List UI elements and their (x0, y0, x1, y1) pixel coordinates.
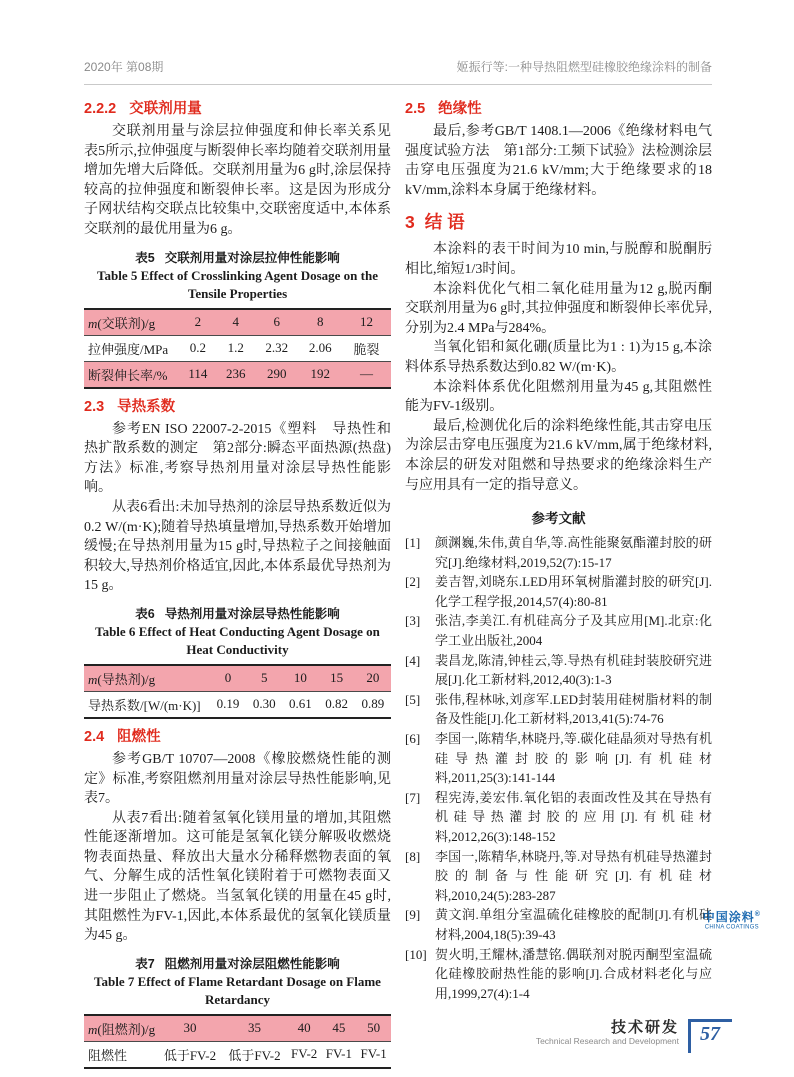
reference-text: 程宪涛,姜宏伟.氧化铝的表面改性及其在导热有机硅导热灌封胶的应用[J].有机硅材料,2012,26(3):148-152 (435, 789, 712, 844)
page-number-box (688, 1019, 732, 1053)
section-number: 2.3 (84, 398, 105, 415)
section-title: 交联剂用量 (129, 101, 202, 117)
reference-item (405, 905, 712, 944)
two-column-body (84, 96, 712, 1077)
reference-item (405, 690, 712, 729)
table7-caption-cn: 表7 阻燃剂用量对涂层阻燃性能影响 (135, 956, 340, 971)
reference-item (405, 651, 712, 690)
row-label: m(导热剂)/g (88, 671, 156, 687)
table-cell: 35 (248, 1020, 262, 1036)
row-label: 阻燃性 (88, 1047, 128, 1063)
left-column (84, 96, 391, 1077)
table-cell: 0.82 (325, 696, 348, 712)
table-cell: 2.32 (265, 340, 289, 356)
table-cell: 10 (293, 670, 307, 686)
paragraph: 从表6看出:未加导热剂的涂层导热系数近似为0.2 W/(m·K);随着导热填量增加,导热系数开始增加缓慢;在导热剂用量为15 g时,导热粒子之间接触面积较大,导热剂价格适宜,因此,本体系最优导热剂为15 g。 (84, 499, 391, 594)
table-cell: — (360, 366, 374, 382)
table-cell: 低于FV-2 (163, 1047, 217, 1063)
table-cell: 0.61 (289, 696, 312, 712)
table-cell: FV-1 (325, 1046, 352, 1062)
table-cell: 192 (310, 366, 331, 382)
footer-section-labels (536, 1019, 679, 1047)
section-title: 绝缘性 (438, 101, 482, 117)
paragraph: 当氧化铝和氮化硼(质量比为1 : 1)为15 g,本涂料体系导热系数达到0.82 W/(m·K)。 (405, 340, 712, 375)
table6-caption-en: Table 6 Effect of Heat Conducting Agent Dosage on Heat Conductivity (95, 623, 380, 657)
china-coatings-logo (700, 911, 764, 932)
paragraph: 最后,检测优化后的涂料绝缘性能,其击穿电压为涂层击穿电压强度为21.6 kV/mm,属于绝缘材料,本涂层的研发对阻燃和导热要求的绝缘涂料生产与应用具有一定的指导意义。 (405, 418, 712, 493)
reference-text: 姜吉智,刘晓东.LED用环氧树脂灌封胶的研究[J].化学工程学报,2014,57(4):80-81 (435, 574, 712, 609)
table-row (84, 309, 391, 336)
table6-number-en: Table 6 (95, 623, 136, 639)
table5-number-cn: 表5 (135, 250, 155, 265)
row-label: 断裂伸长率/% (88, 367, 168, 383)
row-label: 拉伸强度/MPa (88, 341, 169, 357)
paragraph: 本涂料体系优化阻燃剂用量为45 g,其阻燃性能为FV-1级别。 (405, 379, 712, 415)
table-cell: FV-1 (360, 1046, 387, 1062)
reference-text: 李国一,陈精华,林晓丹,等.对导热有机硅导热灌封胶的制备与性能研究[J].有机硅材料,2010,24(5):283-287 (435, 848, 712, 903)
table-cell: 290 (266, 366, 287, 382)
table7-number-cn: 表7 (135, 956, 155, 971)
table5-number-en: Table 5 (97, 267, 138, 283)
reference-item (405, 611, 712, 650)
table-row (84, 691, 391, 718)
references-heading: 参考文献 (531, 511, 586, 527)
section-title: 导热系数 (117, 398, 176, 415)
table-cell: 0.30 (252, 696, 276, 712)
logo-cn-text: 中国涂料® (702, 910, 761, 924)
section-title: 阻燃性 (117, 728, 161, 745)
section-number: 2.4 (84, 728, 105, 745)
paragraph: 参考GB/T 10707—2008《橡胶燃烧性能的测定》标准,考察阻燃剂用量对涂层导热性能影响,见表7。 (84, 751, 391, 807)
reference-number: [8] (405, 848, 421, 864)
table-cell: 脆裂 (353, 341, 380, 357)
reference-text: 李国一,陈精华,林晓丹,等.碳化硅晶须对导热有机硅导热灌封胶的影响[J].有机硅材料,2011,25(3):141-144 (435, 731, 712, 786)
page-footer (536, 1019, 732, 1053)
reference-item (405, 945, 712, 1004)
table-row (84, 335, 391, 361)
reference-text: 贺火明,王耀林,潘慧铭.偶联剂对脱丙酮型室温硫化硅橡胶耐热性能的影响[J].合成材料老化与应用,1999,27(4):1-4 (435, 946, 712, 1001)
table-cell: 15 (330, 670, 344, 686)
section-heading-2-4 (84, 727, 391, 747)
table-row (84, 1041, 391, 1068)
table-cell: 0.2 (189, 340, 207, 356)
reference-number: [10] (405, 946, 427, 962)
reference-text: 张洁,李美江.有机硅高分子及其应用[M].北京:化学工业出版社,2004 (435, 613, 712, 649)
table5-caption-cn: 表5 交联剂用量对涂层拉伸性能影响 (135, 250, 340, 265)
table-cell: 4 (232, 314, 240, 330)
table-cell: 45 (332, 1020, 346, 1036)
footer-section-en: Technical Research and Development (535, 1036, 679, 1046)
registered-mark-icon: ® (754, 911, 761, 918)
section-heading-2-2-2 (84, 99, 391, 119)
page-number: 57 (700, 1023, 720, 1045)
paragraph: 参考EN ISO 22007-2-2015《塑料 导热性和热扩散系数的测定 第2部分:瞬态平面热源(热盘)方法》标准,考察导热剂用量对涂层导热性能影响。 (84, 421, 391, 496)
table-cell: 0 (224, 670, 232, 686)
table5-caption-en: Table 5 Effect of Crosslinking Agent Dosage on the Tensile Properties (97, 267, 378, 301)
table-cell: 6 (273, 314, 280, 330)
table-7 (84, 1014, 391, 1069)
reference-item (405, 572, 712, 611)
table-cell: 0.89 (361, 696, 385, 712)
reference-number: [9] (405, 907, 421, 923)
table-5 (84, 308, 391, 389)
table-6 (84, 664, 391, 719)
table-cell: FV-2 (291, 1046, 318, 1062)
paragraph: 交联剂用量与涂层拉伸强度和伸长率关系见表5所示,拉伸强度与断裂伸长率均随着交联剂用量增加先增大后降低。交联剂用量为6 g时,涂层保持较高的拉伸强度和断裂伸长率。这是因为形成分子网状结构交联点比较集中,交联密度适中,本体系交联剂的最优用量为6 g。 (84, 124, 391, 237)
paragraph: 从表7看出:随着氢氧化镁用量的增加,其阻燃性能逐渐增加。这可能是氢氧化镁分解吸收燃烧物表面热量、释放出大量水分稀释燃物表面的氧气、分解生成的活性氧化镁附着于可燃物表面又进一步阻止了燃烧。当氢氧化镁的用量在45 g时,其阻燃性为FV-1,因此,本体系最优的氢氧化镁质量为45 g。 (84, 810, 391, 944)
paragraph: 最后,参考GB/T 1408.1—2006《绝缘材料电气强度试验方法 第1部分:工频下试验》法检测涂层击穿电压强度为21.6 kV/mm;大于绝缘要求的18 kV/mm,涂料本身属于绝缘材料。 (405, 124, 712, 198)
table-cell: 0.19 (216, 696, 240, 712)
reference-number: [2] (405, 574, 421, 590)
paragraph: 本涂料的表干时间为10 min,与脱醇和脱酮肟相比,缩短1/3时间。 (405, 242, 712, 277)
table-cell: 30 (183, 1020, 197, 1036)
reference-number: [7] (405, 789, 421, 805)
right-column (405, 96, 712, 1077)
reference-item (405, 847, 712, 906)
reference-number: [1] (405, 535, 421, 551)
section-number: 2.5 (405, 101, 426, 117)
table-cell: 2 (194, 314, 202, 330)
table-cell: 50 (367, 1020, 381, 1036)
table-row (84, 1015, 391, 1042)
table-cell: 12 (360, 314, 374, 330)
table7-caption-en: Table 7 Effect of Flame Retardant Dosage on Flame Retardancy (94, 973, 381, 1007)
table-cell: 5 (260, 670, 268, 686)
table6-number-cn: 表6 (135, 606, 155, 621)
table-cell: 40 (297, 1020, 311, 1036)
reference-text: 裴昌龙,陈清,钟桂云,等.导热有机硅封装胶研究进展[J].化工新材料,2012,40(3):1-3 (435, 652, 712, 688)
paragraph: 本涂料优化气相二氧化硅用量为12 g,脱丙酮交联剂用量为6 g时,其拉伸强度和断裂伸长率优异,分别为2.4 MPa与284%。 (405, 281, 712, 336)
reference-text: 张伟,程林咏,刘彦军.LED封装用硅树脂材料的制备及性能[J].化工新材料,2013,41(5):74-76 (435, 691, 712, 727)
table-row (84, 361, 391, 388)
section-number: 3 (405, 212, 415, 233)
table-cell: 低于FV-2 (228, 1047, 281, 1063)
reference-number: [3] (405, 613, 421, 629)
reference-item (405, 533, 712, 572)
reference-number: [5] (405, 691, 421, 707)
table6-caption-cn: 表6 导热剂用量对涂层导热性能影响 (135, 606, 340, 621)
table7-number-en: Table 7 (94, 973, 135, 989)
row-label: m(交联剂)/g (88, 315, 156, 331)
table-cell: 8 (317, 314, 324, 330)
reference-text: 颜渊巍,朱伟,黄自华,等.高性能聚氨酯灌封胶的研究[J].绝缘材料,2019,52(7):15-17 (435, 535, 712, 570)
table-cell: 236 (226, 366, 246, 382)
table-row (84, 665, 391, 692)
header-issue: 2020年 第08期 (84, 60, 164, 74)
row-label: m(阻燃剂)/g (88, 1021, 156, 1037)
page-header (84, 58, 712, 85)
reference-number: [6] (405, 731, 421, 747)
section-heading-3 (405, 210, 712, 234)
section-heading-2-5 (405, 99, 712, 119)
table-cell: 114 (188, 366, 208, 382)
section-title: 结 语 (424, 212, 465, 233)
table-cell: 20 (366, 670, 380, 686)
header-running-title: 姬振行等:一种导热阻燃型硅橡胶绝缘涂料的制备 (456, 60, 712, 74)
table-cell: 1.2 (227, 340, 244, 356)
reference-item (405, 729, 712, 788)
reference-number: [4] (405, 652, 421, 668)
section-heading-2-3 (84, 397, 391, 417)
row-label: 导热系数/[W/(m·K)] (88, 697, 201, 713)
footer-section-cn: 技术研发 (610, 1019, 679, 1036)
table-cell: 2.06 (308, 340, 332, 356)
reference-item (405, 788, 712, 847)
reference-text: 黄文润.单组分室温硫化硅橡胶的配制[J].有机硅材料,2004,18(5):39-43 (435, 907, 712, 942)
section-number: 2.2.2 (84, 101, 117, 117)
logo-en-text: CHINA COATINGS (704, 924, 759, 931)
